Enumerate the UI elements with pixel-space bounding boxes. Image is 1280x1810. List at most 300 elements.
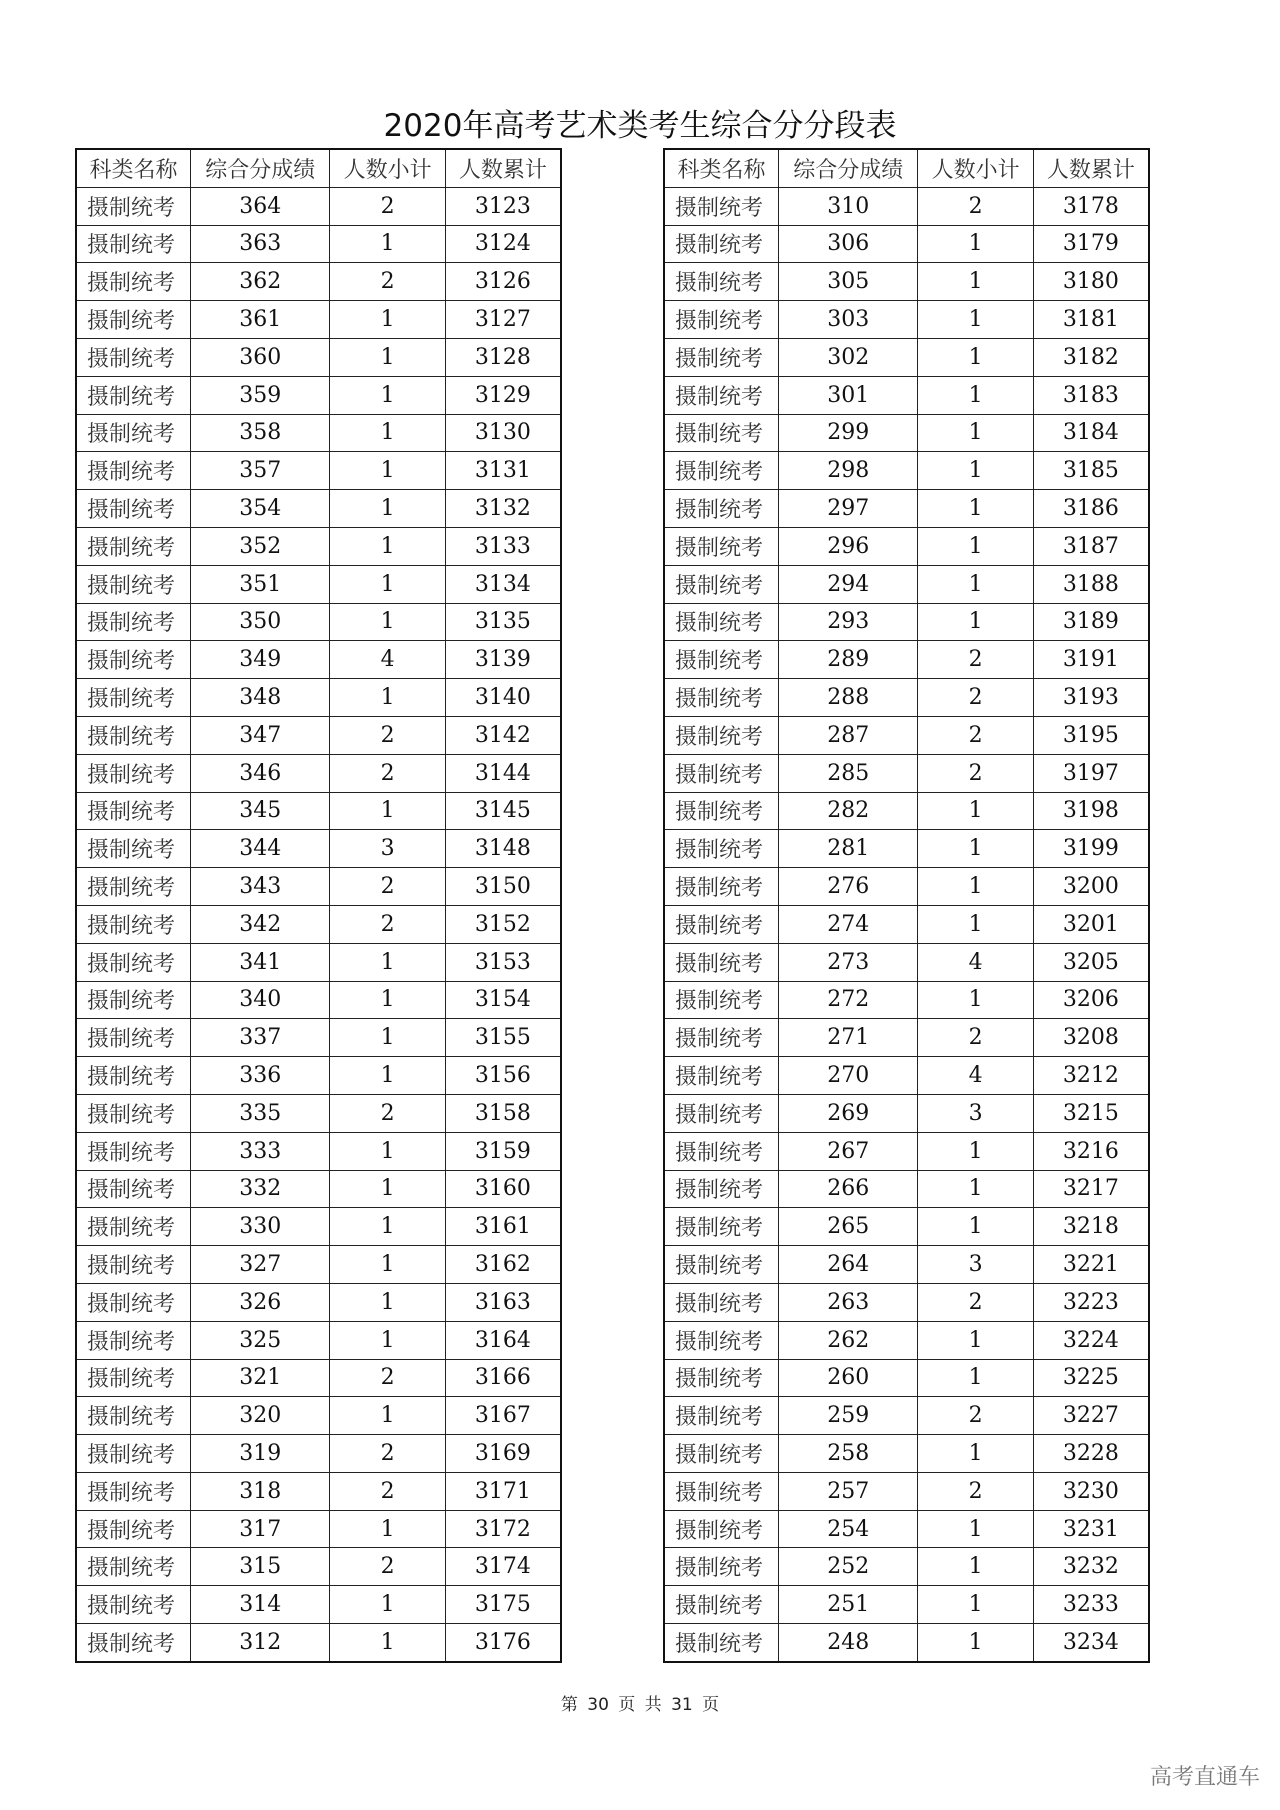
cell-score: 303 bbox=[779, 301, 918, 339]
cell-count: 2 bbox=[330, 716, 445, 754]
cell-score: 347 bbox=[191, 716, 330, 754]
cell-cumulative: 3161 bbox=[445, 1208, 561, 1246]
cell-cumulative: 3148 bbox=[445, 830, 561, 868]
cell-count: 2 bbox=[918, 187, 1033, 225]
table-row bbox=[76, 1397, 561, 1435]
cell-score: 317 bbox=[191, 1510, 330, 1548]
cell-cumulative: 3142 bbox=[445, 716, 561, 754]
table-row bbox=[76, 527, 561, 565]
cell-score: 364 bbox=[191, 187, 330, 225]
cell-cumulative: 3205 bbox=[1033, 943, 1149, 981]
cell-count: 1 bbox=[330, 1246, 445, 1284]
cell-score: 363 bbox=[191, 225, 330, 263]
cell-score: 274 bbox=[779, 905, 918, 943]
cell-count: 1 bbox=[330, 527, 445, 565]
cell-count: 1 bbox=[330, 792, 445, 830]
cell-cumulative: 3128 bbox=[445, 338, 561, 376]
table-row bbox=[664, 792, 1149, 830]
cell-count: 2 bbox=[330, 1472, 445, 1510]
cell-score: 341 bbox=[191, 943, 330, 981]
cell-cumulative: 3140 bbox=[445, 679, 561, 717]
table-row bbox=[76, 1586, 561, 1624]
cell-cumulative: 3232 bbox=[1033, 1548, 1149, 1586]
table-row bbox=[76, 1094, 561, 1132]
header-count: 人数小计 bbox=[918, 149, 1033, 187]
cell-category: 摄制统考 bbox=[664, 679, 779, 717]
cell-score: 357 bbox=[191, 452, 330, 490]
cell-count: 1 bbox=[330, 1321, 445, 1359]
cell-category: 摄制统考 bbox=[76, 527, 191, 565]
watermark: 高考直通车 bbox=[1149, 1765, 1260, 1790]
cell-category: 摄制统考 bbox=[76, 1246, 191, 1284]
cell-score: 326 bbox=[191, 1283, 330, 1321]
cell-cumulative: 3212 bbox=[1033, 1057, 1149, 1095]
cell-cumulative: 3182 bbox=[1033, 338, 1149, 376]
cell-cumulative: 3221 bbox=[1033, 1246, 1149, 1284]
cell-count: 1 bbox=[918, 452, 1033, 490]
cell-cumulative: 3228 bbox=[1033, 1435, 1149, 1473]
table-row bbox=[664, 1624, 1149, 1662]
table-row bbox=[76, 1057, 561, 1095]
cell-count: 1 bbox=[918, 1510, 1033, 1548]
table-row bbox=[76, 943, 561, 981]
table-row bbox=[664, 1208, 1149, 1246]
cell-category: 摄制统考 bbox=[664, 943, 779, 981]
cell-cumulative: 3154 bbox=[445, 981, 561, 1019]
table-row bbox=[76, 490, 561, 528]
table-row bbox=[664, 754, 1149, 792]
cell-category: 摄制统考 bbox=[76, 1472, 191, 1510]
cell-cumulative: 3153 bbox=[445, 943, 561, 981]
cell-cumulative: 3156 bbox=[445, 1057, 561, 1095]
cell-cumulative: 3167 bbox=[445, 1397, 561, 1435]
cell-score: 296 bbox=[779, 527, 918, 565]
cell-count: 1 bbox=[330, 1019, 445, 1057]
cell-category: 摄制统考 bbox=[76, 1170, 191, 1208]
cell-score: 251 bbox=[779, 1586, 918, 1624]
cell-count: 1 bbox=[918, 792, 1033, 830]
table-row bbox=[76, 1132, 561, 1170]
cell-score: 267 bbox=[779, 1132, 918, 1170]
cell-score: 345 bbox=[191, 792, 330, 830]
cell-count: 4 bbox=[330, 641, 445, 679]
cell-score: 320 bbox=[191, 1397, 330, 1435]
cell-count: 3 bbox=[330, 830, 445, 868]
cell-cumulative: 3198 bbox=[1033, 792, 1149, 830]
cell-category: 摄制统考 bbox=[664, 981, 779, 1019]
cell-score: 287 bbox=[779, 716, 918, 754]
table-row bbox=[76, 1548, 561, 1586]
cell-category: 摄制统考 bbox=[664, 414, 779, 452]
cell-score: 352 bbox=[191, 527, 330, 565]
cell-count: 2 bbox=[918, 1019, 1033, 1057]
table-row bbox=[664, 1132, 1149, 1170]
cell-count: 1 bbox=[918, 830, 1033, 868]
score-table-left bbox=[75, 148, 562, 1663]
cell-cumulative: 3123 bbox=[445, 187, 561, 225]
table-row bbox=[664, 981, 1149, 1019]
cell-score: 315 bbox=[191, 1548, 330, 1586]
cell-count: 1 bbox=[918, 263, 1033, 301]
cell-score: 263 bbox=[779, 1283, 918, 1321]
cell-count: 2 bbox=[330, 754, 445, 792]
cell-count: 1 bbox=[330, 943, 445, 981]
cell-score: 259 bbox=[779, 1397, 918, 1435]
cell-count: 1 bbox=[330, 1283, 445, 1321]
cell-count: 2 bbox=[918, 1472, 1033, 1510]
cell-score: 252 bbox=[779, 1548, 918, 1586]
cell-score: 344 bbox=[191, 830, 330, 868]
table-row bbox=[76, 679, 561, 717]
cell-score: 354 bbox=[191, 490, 330, 528]
cell-score: 340 bbox=[191, 981, 330, 1019]
cell-count: 2 bbox=[330, 1548, 445, 1586]
cell-category: 摄制统考 bbox=[76, 1510, 191, 1548]
table-row bbox=[664, 187, 1149, 225]
cell-category: 摄制统考 bbox=[76, 565, 191, 603]
cell-count: 1 bbox=[918, 376, 1033, 414]
table-row bbox=[76, 603, 561, 641]
header-score: 综合分成绩 bbox=[779, 149, 918, 187]
table-row bbox=[76, 414, 561, 452]
cell-category: 摄制统考 bbox=[76, 1435, 191, 1473]
cell-score: 362 bbox=[191, 263, 330, 301]
cell-category: 摄制统考 bbox=[76, 301, 191, 339]
table-row bbox=[664, 830, 1149, 868]
cell-cumulative: 3217 bbox=[1033, 1170, 1149, 1208]
cell-category: 摄制统考 bbox=[76, 1586, 191, 1624]
cell-count: 2 bbox=[918, 716, 1033, 754]
cell-cumulative: 3195 bbox=[1033, 716, 1149, 754]
header-cumulative: 人数累计 bbox=[445, 149, 561, 187]
cell-category: 摄制统考 bbox=[664, 1170, 779, 1208]
cell-category: 摄制统考 bbox=[664, 1435, 779, 1473]
cell-cumulative: 3231 bbox=[1033, 1510, 1149, 1548]
cell-category: 摄制统考 bbox=[664, 1321, 779, 1359]
table-row bbox=[664, 1510, 1149, 1548]
cell-cumulative: 3134 bbox=[445, 565, 561, 603]
cell-category: 摄制统考 bbox=[76, 1094, 191, 1132]
cell-score: 361 bbox=[191, 301, 330, 339]
cell-count: 2 bbox=[918, 754, 1033, 792]
cell-count: 1 bbox=[330, 1624, 445, 1662]
cell-count: 1 bbox=[918, 603, 1033, 641]
cell-cumulative: 3158 bbox=[445, 1094, 561, 1132]
cell-cumulative: 3160 bbox=[445, 1170, 561, 1208]
cell-count: 2 bbox=[918, 1397, 1033, 1435]
table-row bbox=[76, 338, 561, 376]
cell-category: 摄制统考 bbox=[76, 414, 191, 452]
table-row bbox=[76, 716, 561, 754]
cell-score: 332 bbox=[191, 1170, 330, 1208]
table-row bbox=[664, 1246, 1149, 1284]
cell-category: 摄制统考 bbox=[76, 187, 191, 225]
cell-score: 337 bbox=[191, 1019, 330, 1057]
cell-count: 1 bbox=[918, 565, 1033, 603]
table-row bbox=[664, 905, 1149, 943]
cell-cumulative: 3227 bbox=[1033, 1397, 1149, 1435]
cell-count: 1 bbox=[918, 1132, 1033, 1170]
cell-category: 摄制统考 bbox=[664, 1548, 779, 1586]
cell-cumulative: 3180 bbox=[1033, 263, 1149, 301]
cell-cumulative: 3189 bbox=[1033, 603, 1149, 641]
cell-score: 264 bbox=[779, 1246, 918, 1284]
cell-category: 摄制统考 bbox=[76, 1019, 191, 1057]
cell-category: 摄制统考 bbox=[76, 603, 191, 641]
cell-score: 342 bbox=[191, 905, 330, 943]
cell-score: 266 bbox=[779, 1170, 918, 1208]
cell-count: 1 bbox=[330, 1397, 445, 1435]
cell-score: 302 bbox=[779, 338, 918, 376]
cell-category: 摄制统考 bbox=[76, 981, 191, 1019]
cell-category: 摄制统考 bbox=[664, 1359, 779, 1397]
cell-cumulative: 3223 bbox=[1033, 1283, 1149, 1321]
cell-score: 276 bbox=[779, 868, 918, 906]
table-row bbox=[664, 1359, 1149, 1397]
cell-cumulative: 3201 bbox=[1033, 905, 1149, 943]
cell-score: 306 bbox=[779, 225, 918, 263]
cell-count: 3 bbox=[918, 1094, 1033, 1132]
cell-cumulative: 3174 bbox=[445, 1548, 561, 1586]
cell-score: 298 bbox=[779, 452, 918, 490]
cell-count: 2 bbox=[918, 1283, 1033, 1321]
table-row bbox=[76, 1246, 561, 1284]
cell-count: 1 bbox=[918, 490, 1033, 528]
cell-score: 289 bbox=[779, 641, 918, 679]
cell-category: 摄制统考 bbox=[664, 452, 779, 490]
cell-category: 摄制统考 bbox=[76, 1397, 191, 1435]
cell-cumulative: 3124 bbox=[445, 225, 561, 263]
cell-category: 摄制统考 bbox=[664, 338, 779, 376]
cell-count: 1 bbox=[330, 301, 445, 339]
header-category: 科类名称 bbox=[664, 149, 779, 187]
cell-score: 333 bbox=[191, 1132, 330, 1170]
cell-cumulative: 3206 bbox=[1033, 981, 1149, 1019]
cell-category: 摄制统考 bbox=[664, 1586, 779, 1624]
table-row bbox=[76, 1359, 561, 1397]
table-row bbox=[664, 376, 1149, 414]
cell-cumulative: 3184 bbox=[1033, 414, 1149, 452]
cell-category: 摄制统考 bbox=[76, 792, 191, 830]
cell-category: 摄制统考 bbox=[664, 1283, 779, 1321]
cell-score: 346 bbox=[191, 754, 330, 792]
cell-cumulative: 3233 bbox=[1033, 1586, 1149, 1624]
cell-count: 2 bbox=[918, 679, 1033, 717]
cell-count: 1 bbox=[330, 1208, 445, 1246]
cell-cumulative: 3218 bbox=[1033, 1208, 1149, 1246]
cell-count: 1 bbox=[918, 905, 1033, 943]
cell-count: 2 bbox=[330, 263, 445, 301]
cell-cumulative: 3181 bbox=[1033, 301, 1149, 339]
cell-category: 摄制统考 bbox=[76, 452, 191, 490]
cell-score: 351 bbox=[191, 565, 330, 603]
cell-score: 273 bbox=[779, 943, 918, 981]
table-row bbox=[76, 905, 561, 943]
table-row bbox=[664, 1170, 1149, 1208]
cell-cumulative: 3163 bbox=[445, 1283, 561, 1321]
table-row bbox=[76, 301, 561, 339]
cell-count: 1 bbox=[330, 1510, 445, 1548]
header-cumulative: 人数累计 bbox=[1033, 149, 1149, 187]
cell-category: 摄制统考 bbox=[76, 1132, 191, 1170]
cell-count: 1 bbox=[918, 414, 1033, 452]
cell-cumulative: 3183 bbox=[1033, 376, 1149, 414]
cell-score: 299 bbox=[779, 414, 918, 452]
table-row bbox=[76, 1624, 561, 1662]
cell-count: 1 bbox=[918, 527, 1033, 565]
cell-category: 摄制统考 bbox=[664, 1397, 779, 1435]
cell-count: 4 bbox=[918, 1057, 1033, 1095]
cell-category: 摄制统考 bbox=[76, 641, 191, 679]
cell-category: 摄制统考 bbox=[76, 1548, 191, 1586]
cell-count: 1 bbox=[330, 603, 445, 641]
cell-score: 348 bbox=[191, 679, 330, 717]
cell-score: 318 bbox=[191, 1472, 330, 1510]
cell-category: 摄制统考 bbox=[664, 1132, 779, 1170]
cell-cumulative: 3199 bbox=[1033, 830, 1149, 868]
cell-cumulative: 3162 bbox=[445, 1246, 561, 1284]
cell-count: 2 bbox=[330, 1094, 445, 1132]
cell-count: 1 bbox=[918, 338, 1033, 376]
table-row bbox=[664, 565, 1149, 603]
cell-cumulative: 3234 bbox=[1033, 1624, 1149, 1662]
table-row bbox=[664, 1057, 1149, 1095]
cell-score: 310 bbox=[779, 187, 918, 225]
cell-cumulative: 3126 bbox=[445, 263, 561, 301]
header-category: 科类名称 bbox=[76, 149, 191, 187]
table-row bbox=[664, 1397, 1149, 1435]
cell-count: 1 bbox=[918, 868, 1033, 906]
header-count: 人数小计 bbox=[330, 149, 445, 187]
cell-cumulative: 3215 bbox=[1033, 1094, 1149, 1132]
cell-category: 摄制统考 bbox=[76, 263, 191, 301]
header-score: 综合分成绩 bbox=[191, 149, 330, 187]
cell-count: 1 bbox=[918, 1624, 1033, 1662]
cell-count: 1 bbox=[918, 981, 1033, 1019]
cell-category: 摄制统考 bbox=[76, 490, 191, 528]
cell-score: 314 bbox=[191, 1586, 330, 1624]
cell-category: 摄制统考 bbox=[76, 1624, 191, 1662]
cell-cumulative: 3188 bbox=[1033, 565, 1149, 603]
cell-count: 2 bbox=[330, 187, 445, 225]
cell-score: 349 bbox=[191, 641, 330, 679]
cell-count: 1 bbox=[330, 679, 445, 717]
cell-cumulative: 3130 bbox=[445, 414, 561, 452]
cell-cumulative: 3197 bbox=[1033, 754, 1149, 792]
cell-score: 294 bbox=[779, 565, 918, 603]
cell-count: 1 bbox=[330, 452, 445, 490]
cell-score: 301 bbox=[779, 376, 918, 414]
cell-category: 摄制统考 bbox=[664, 1208, 779, 1246]
cell-category: 摄制统考 bbox=[76, 868, 191, 906]
cell-cumulative: 3139 bbox=[445, 641, 561, 679]
cell-cumulative: 3230 bbox=[1033, 1472, 1149, 1510]
cell-count: 2 bbox=[330, 905, 445, 943]
cell-cumulative: 3172 bbox=[445, 1510, 561, 1548]
cell-category: 摄制统考 bbox=[76, 338, 191, 376]
cell-cumulative: 3191 bbox=[1033, 641, 1149, 679]
table-row bbox=[76, 187, 561, 225]
cell-count: 1 bbox=[918, 1435, 1033, 1473]
cell-cumulative: 3164 bbox=[445, 1321, 561, 1359]
cell-count: 2 bbox=[918, 641, 1033, 679]
table-row bbox=[76, 1510, 561, 1548]
cell-score: 327 bbox=[191, 1246, 330, 1284]
cell-cumulative: 3132 bbox=[445, 490, 561, 528]
cell-count: 3 bbox=[918, 1246, 1033, 1284]
cell-category: 摄制统考 bbox=[664, 754, 779, 792]
cell-count: 1 bbox=[918, 1170, 1033, 1208]
cell-score: 312 bbox=[191, 1624, 330, 1662]
table-row bbox=[664, 1472, 1149, 1510]
cell-category: 摄制统考 bbox=[664, 565, 779, 603]
cell-score: 260 bbox=[779, 1359, 918, 1397]
cell-count: 1 bbox=[330, 1170, 445, 1208]
cell-score: 359 bbox=[191, 376, 330, 414]
cell-score: 321 bbox=[191, 1359, 330, 1397]
table-row bbox=[76, 1321, 561, 1359]
cell-cumulative: 3208 bbox=[1033, 1019, 1149, 1057]
cell-count: 4 bbox=[918, 943, 1033, 981]
cell-cumulative: 3178 bbox=[1033, 187, 1149, 225]
cell-category: 摄制统考 bbox=[76, 1359, 191, 1397]
table-row bbox=[664, 1548, 1149, 1586]
cell-count: 1 bbox=[330, 414, 445, 452]
cell-category: 摄制统考 bbox=[664, 1510, 779, 1548]
cell-score: 293 bbox=[779, 603, 918, 641]
cell-cumulative: 3159 bbox=[445, 1132, 561, 1170]
cell-count: 1 bbox=[330, 225, 445, 263]
cell-count: 1 bbox=[330, 1586, 445, 1624]
table-row bbox=[664, 1321, 1149, 1359]
cell-count: 1 bbox=[330, 490, 445, 528]
cell-category: 摄制统考 bbox=[664, 716, 779, 754]
cell-score: 360 bbox=[191, 338, 330, 376]
table-row bbox=[76, 754, 561, 792]
page-title: 2020年高考艺术类考生综合分分段表 bbox=[383, 108, 897, 144]
table-row bbox=[664, 452, 1149, 490]
cell-category: 摄制统考 bbox=[664, 1624, 779, 1662]
cell-score: 297 bbox=[779, 490, 918, 528]
cell-count: 1 bbox=[918, 225, 1033, 263]
table-row bbox=[664, 641, 1149, 679]
table-row bbox=[664, 490, 1149, 528]
cell-score: 270 bbox=[779, 1057, 918, 1095]
cell-count: 1 bbox=[330, 1132, 445, 1170]
cell-cumulative: 3225 bbox=[1033, 1359, 1149, 1397]
cell-category: 摄制统考 bbox=[76, 1057, 191, 1095]
table-row bbox=[76, 1472, 561, 1510]
cell-score: 285 bbox=[779, 754, 918, 792]
cell-cumulative: 3175 bbox=[445, 1586, 561, 1624]
table-row bbox=[664, 716, 1149, 754]
table-row bbox=[664, 1586, 1149, 1624]
cell-category: 摄制统考 bbox=[76, 1321, 191, 1359]
table-header-row bbox=[664, 149, 1149, 187]
table-row bbox=[76, 1170, 561, 1208]
cell-cumulative: 3135 bbox=[445, 603, 561, 641]
table-row bbox=[664, 1435, 1149, 1473]
cell-category: 摄制统考 bbox=[664, 830, 779, 868]
table-row bbox=[664, 679, 1149, 717]
cell-score: 271 bbox=[779, 1019, 918, 1057]
cell-cumulative: 3179 bbox=[1033, 225, 1149, 263]
cell-category: 摄制统考 bbox=[664, 187, 779, 225]
cell-cumulative: 3166 bbox=[445, 1359, 561, 1397]
cell-category: 摄制统考 bbox=[76, 830, 191, 868]
table-row bbox=[76, 1019, 561, 1057]
table-row bbox=[664, 301, 1149, 339]
